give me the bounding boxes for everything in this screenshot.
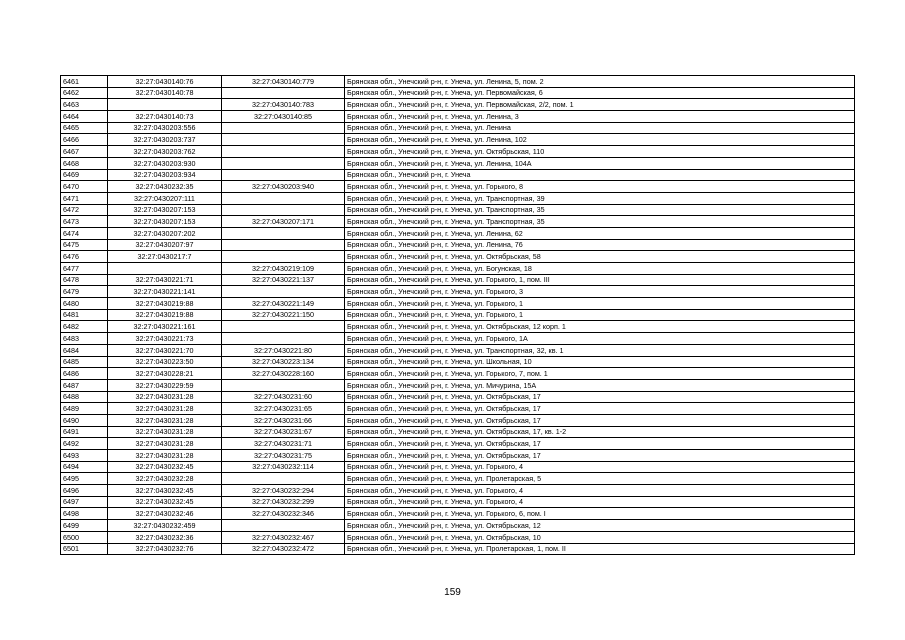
address-cell: Брянская обл., Унечский р-н, г. Унеча, ул. Ленина, 76 [345, 239, 855, 251]
table-row [61, 157, 855, 169]
row-number-cell: 6468 [61, 157, 108, 169]
table-row [61, 414, 855, 426]
address-cell: Брянская обл., Унечский р-н, г. Унеча, ул. Октябрьская, 17, кв. 1-2 [345, 426, 855, 438]
row-number-cell: 6479 [61, 286, 108, 298]
related-cadastral-number-cell: 32:27:0430232:467 [222, 531, 345, 543]
row-number-cell: 6489 [61, 403, 108, 415]
row-number-cell: 6491 [61, 426, 108, 438]
address-cell: Брянская обл., Унечский р-н, г. Унеча, ул. Ленина, 62 [345, 227, 855, 239]
table-row [61, 99, 855, 111]
row-number-cell: 6467 [61, 146, 108, 158]
table-row [61, 263, 855, 275]
related-cadastral-number-cell [222, 333, 345, 345]
row-number-cell: 6490 [61, 414, 108, 426]
cadastral-number-cell: 32:27:0430203:762 [108, 146, 222, 158]
address-cell: Брянская обл., Унечский р-н, г. Унеча, ул. Октябрьская, 12 корп. 1 [345, 321, 855, 333]
related-cadastral-number-cell [222, 286, 345, 298]
table-row [61, 321, 855, 333]
address-cell: Брянская обл., Унечский р-н, г. Унеча, ул. Октябрьская, 12 [345, 520, 855, 532]
cadastral-number-cell: 32:27:0430203:737 [108, 134, 222, 146]
address-cell: Брянская обл., Унечский р-н, г. Унеча, ул. Пролетарская, 5 [345, 473, 855, 485]
related-cadastral-number-cell [222, 321, 345, 333]
related-cadastral-number-cell: 32:27:0430140:779 [222, 76, 345, 88]
related-cadastral-number-cell: 32:27:0430232:346 [222, 508, 345, 520]
row-number-cell: 6462 [61, 87, 108, 99]
table-row [61, 181, 855, 193]
related-cadastral-number-cell: 32:27:0430221:149 [222, 298, 345, 310]
row-number-cell: 6469 [61, 169, 108, 181]
cadastral-number-cell: 32:27:0430232:459 [108, 520, 222, 532]
cadastral-number-cell: 32:27:0430140:73 [108, 111, 222, 123]
table-row [61, 379, 855, 391]
cadastral-number-cell: 32:27:0430207:153 [108, 216, 222, 228]
cadastral-number-cell: 32:27:0430231:28 [108, 414, 222, 426]
cadastral-number-cell: 32:27:0430207:97 [108, 239, 222, 251]
cadastral-number-cell: 32:27:0430203:556 [108, 122, 222, 134]
cadastral-number-cell: 32:27:0430221:161 [108, 321, 222, 333]
address-cell: Брянская обл., Унечский р-н, г. Унеча, ул. Мичурина, 15А [345, 379, 855, 391]
row-number-cell: 6481 [61, 309, 108, 321]
cadastral-number-cell: 32:27:0430231:28 [108, 391, 222, 403]
related-cadastral-number-cell: 32:27:0430228:160 [222, 368, 345, 380]
cadastral-number-cell: 32:27:0430219:88 [108, 309, 222, 321]
table-row [61, 227, 855, 239]
cadastral-number-cell: 32:27:0430140:78 [108, 87, 222, 99]
cadastral-number-cell: 32:27:0430232:28 [108, 473, 222, 485]
row-number-cell: 6475 [61, 239, 108, 251]
cadastral-number-cell: 32:27:0430207:202 [108, 227, 222, 239]
address-cell: Брянская обл., Унечский р-н, г. Унеча, ул. Ленина, 5, пом. 2 [345, 76, 855, 88]
row-number-cell: 6472 [61, 204, 108, 216]
address-cell: Брянская обл., Унечский р-н, г. Унеча, ул. Ленина, 3 [345, 111, 855, 123]
related-cadastral-number-cell [222, 227, 345, 239]
row-number-cell: 6495 [61, 473, 108, 485]
cadastral-number-cell: 32:27:0430229:59 [108, 379, 222, 391]
cadastral-number-cell: 32:27:0430232:36 [108, 531, 222, 543]
table-row [61, 76, 855, 88]
row-number-cell: 6492 [61, 438, 108, 450]
address-cell: Брянская обл., Унечский р-н, г. Унеча, ул. Пролетарская, 1, пом. II [345, 543, 855, 555]
related-cadastral-number-cell [222, 87, 345, 99]
related-cadastral-number-cell [222, 157, 345, 169]
row-number-cell: 6480 [61, 298, 108, 310]
related-cadastral-number-cell: 32:27:0430203:940 [222, 181, 345, 193]
table-row [61, 543, 855, 555]
cadastral-number-cell: 32:27:0430232:45 [108, 496, 222, 508]
related-cadastral-number-cell: 32:27:0430231:71 [222, 438, 345, 450]
row-number-cell: 6501 [61, 543, 108, 555]
related-cadastral-number-cell: 32:27:0430232:294 [222, 485, 345, 497]
row-number-cell: 6473 [61, 216, 108, 228]
table-row [61, 122, 855, 134]
table-row [61, 111, 855, 123]
related-cadastral-number-cell: 32:27:0430231:65 [222, 403, 345, 415]
row-number-cell: 6488 [61, 391, 108, 403]
table-row [61, 274, 855, 286]
row-number-cell: 6487 [61, 379, 108, 391]
row-number-cell: 6471 [61, 192, 108, 204]
related-cadastral-number-cell [222, 473, 345, 485]
address-cell: Брянская обл., Унечский р-н, г. Унеча, ул. Транспортная, 35 [345, 204, 855, 216]
related-cadastral-number-cell [222, 239, 345, 251]
cadastral-number-cell: 32:27:0430231:28 [108, 438, 222, 450]
cadastral-number-cell: 32:27:0430232:45 [108, 461, 222, 473]
cadastral-number-cell: 32:27:0430219:88 [108, 298, 222, 310]
row-number-cell: 6498 [61, 508, 108, 520]
cadastral-number-cell: 32:27:0430203:934 [108, 169, 222, 181]
related-cadastral-number-cell: 32:27:0430232:114 [222, 461, 345, 473]
address-cell: Брянская обл., Унечский р-н, г. Унеча, ул. Октябрьская, 58 [345, 251, 855, 263]
related-cadastral-number-cell [222, 169, 345, 181]
address-cell: Брянская обл., Унечский р-н, г. Унеча, ул. Горького, 8 [345, 181, 855, 193]
table-row [61, 461, 855, 473]
row-number-cell: 6484 [61, 344, 108, 356]
cadastral-number-cell [108, 263, 222, 275]
address-cell: Брянская обл., Унечский р-н, г. Унеча, ул. Ленина, 104А [345, 157, 855, 169]
address-cell: Брянская обл., Унечский р-н, г. Унеча, ул. Октябрьская, 10 [345, 531, 855, 543]
cadastral-number-cell: 32:27:0430207:153 [108, 204, 222, 216]
related-cadastral-number-cell: 32:27:0430140:85 [222, 111, 345, 123]
row-number-cell: 6500 [61, 531, 108, 543]
related-cadastral-number-cell: 32:27:0430232:299 [222, 496, 345, 508]
related-cadastral-number-cell [222, 134, 345, 146]
table-row [61, 438, 855, 450]
address-cell: Брянская обл., Унечский р-н, г. Унеча, ул. Горького, 7, пом. 1 [345, 368, 855, 380]
related-cadastral-number-cell [222, 146, 345, 158]
row-number-cell: 6477 [61, 263, 108, 275]
row-number-cell: 6485 [61, 356, 108, 368]
address-cell: Брянская обл., Унечский р-н, г. Унеча, ул. Первомайская, 6 [345, 87, 855, 99]
related-cadastral-number-cell: 32:27:0430231:60 [222, 391, 345, 403]
cadastral-number-cell: 32:27:0430232:35 [108, 181, 222, 193]
related-cadastral-number-cell: 32:27:0430231:67 [222, 426, 345, 438]
row-number-cell: 6464 [61, 111, 108, 123]
row-number-cell: 6493 [61, 450, 108, 462]
page-number: 159 [444, 587, 461, 598]
table-row [61, 204, 855, 216]
table-row [61, 309, 855, 321]
table-row [61, 403, 855, 415]
table-row [61, 508, 855, 520]
related-cadastral-number-cell [222, 192, 345, 204]
table-row [61, 496, 855, 508]
row-number-cell: 6478 [61, 274, 108, 286]
related-cadastral-number-cell: 32:27:0430221:137 [222, 274, 345, 286]
related-cadastral-number-cell: 32:27:0430221:80 [222, 344, 345, 356]
address-cell: Брянская обл., Унечский р-н, г. Унеча, ул. Горького, 4 [345, 485, 855, 497]
address-cell: Брянская обл., Унечский р-н, г. Унеча, ул. Транспортная, 35 [345, 216, 855, 228]
related-cadastral-number-cell: 32:27:0430221:150 [222, 309, 345, 321]
related-cadastral-number-cell: 32:27:0430232:472 [222, 543, 345, 555]
address-cell: Брянская обл., Унечский р-н, г. Унеча, ул. Октябрьская, 17 [345, 450, 855, 462]
address-cell: Брянская обл., Унечский р-н, г. Унеча, ул. Октябрьская, 17 [345, 391, 855, 403]
cadastral-number-cell: 32:27:0430221:141 [108, 286, 222, 298]
address-cell: Брянская обл., Унечский р-н, г. Унеча, ул. Октябрьская, 17 [345, 438, 855, 450]
address-cell: Брянская обл., Унечский р-н, г. Унеча, ул. Горького, 1А [345, 333, 855, 345]
table-row [61, 134, 855, 146]
table-row [61, 251, 855, 263]
table-row [61, 426, 855, 438]
row-number-cell: 6482 [61, 321, 108, 333]
cadastral-number-cell: 32:27:0430231:28 [108, 450, 222, 462]
address-cell: Брянская обл., Унечский р-н, г. Унеча, ул. Горького, 6, пом. I [345, 508, 855, 520]
related-cadastral-number-cell: 32:27:0430223:134 [222, 356, 345, 368]
table-row [61, 344, 855, 356]
table-row [61, 216, 855, 228]
cadastral-number-cell: 32:27:0430217:7 [108, 251, 222, 263]
related-cadastral-number-cell: 32:27:0430231:75 [222, 450, 345, 462]
row-number-cell: 6476 [61, 251, 108, 263]
address-cell: Брянская обл., Унечский р-н, г. Унеча, ул. Транспортная, 32, кв. 1 [345, 344, 855, 356]
related-cadastral-number-cell: 32:27:0430231:66 [222, 414, 345, 426]
row-number-cell: 6494 [61, 461, 108, 473]
cadastral-number-cell: 32:27:0430221:71 [108, 274, 222, 286]
row-number-cell: 6463 [61, 99, 108, 111]
table-row [61, 391, 855, 403]
row-number-cell: 6465 [61, 122, 108, 134]
cadastral-number-cell: 32:27:0430207:111 [108, 192, 222, 204]
address-cell: Брянская обл., Унечский р-н, г. Унеча, ул. Первомайская, 2/2, пом. 1 [345, 99, 855, 111]
table-row [61, 298, 855, 310]
table-row [61, 169, 855, 181]
table-row [61, 485, 855, 497]
table-row [61, 87, 855, 99]
related-cadastral-number-cell: 32:27:0430219:109 [222, 263, 345, 275]
address-cell: Брянская обл., Унечский р-н, г. Унеча, ул. Ленина [345, 122, 855, 134]
cadastral-number-cell: 32:27:0430232:46 [108, 508, 222, 520]
related-cadastral-number-cell [222, 204, 345, 216]
table-row [61, 450, 855, 462]
related-cadastral-number-cell [222, 379, 345, 391]
address-cell: Брянская обл., Унечский р-н, г. Унеча, ул. Горького, 1 [345, 309, 855, 321]
cadastral-number-cell: 32:27:0430223:50 [108, 356, 222, 368]
row-number-cell: 6483 [61, 333, 108, 345]
address-cell: Брянская обл., Унечский р-н, г. Унеча, ул. Горького, 4 [345, 496, 855, 508]
table-row [61, 146, 855, 158]
registry-table [60, 75, 855, 555]
table-row [61, 356, 855, 368]
cadastral-number-cell: 32:27:0430221:70 [108, 344, 222, 356]
address-cell: Брянская обл., Унечский р-н, г. Унеча, ул. Октябрьская, 17 [345, 414, 855, 426]
address-cell: Брянская обл., Унечский р-н, г. Унеча, ул. Богунская, 18 [345, 263, 855, 275]
row-number-cell: 6497 [61, 496, 108, 508]
address-cell: Брянская обл., Унечский р-н, г. Унеча [345, 169, 855, 181]
table-row [61, 473, 855, 485]
cadastral-number-cell: 32:27:0430221:73 [108, 333, 222, 345]
table-row [61, 531, 855, 543]
address-cell: Брянская обл., Унечский р-н, г. Унеча, ул. Школьная, 10 [345, 356, 855, 368]
table-row [61, 333, 855, 345]
address-cell: Брянская обл., Унечский р-н, г. Унеча, ул. Горького, 4 [345, 461, 855, 473]
cadastral-number-cell: 32:27:0430231:28 [108, 426, 222, 438]
cadastral-number-cell: 32:27:0430232:76 [108, 543, 222, 555]
table-row [61, 520, 855, 532]
address-cell: Брянская обл., Унечский р-н, г. Унеча, ул. Октябрьская, 110 [345, 146, 855, 158]
row-number-cell: 6470 [61, 181, 108, 193]
cadastral-number-cell: 32:27:0430203:930 [108, 157, 222, 169]
table-row [61, 239, 855, 251]
registry-table-body [61, 76, 855, 555]
row-number-cell: 6461 [61, 76, 108, 88]
table-row [61, 192, 855, 204]
address-cell: Брянская обл., Унечский р-н, г. Унеча, ул. Ленина, 102 [345, 134, 855, 146]
cadastral-number-cell: 32:27:0430231:28 [108, 403, 222, 415]
address-cell: Брянская обл., Унечский р-н, г. Унеча, ул. Горького, 1, пом. III [345, 274, 855, 286]
address-cell: Брянская обл., Унечский р-н, г. Унеча, ул. Горького, 1 [345, 298, 855, 310]
cadastral-number-cell [108, 99, 222, 111]
related-cadastral-number-cell [222, 251, 345, 263]
address-cell: Брянская обл., Унечский р-н, г. Унеча, ул. Октябрьская, 17 [345, 403, 855, 415]
address-cell: Брянская обл., Унечский р-н, г. Унеча, ул. Транспортная, 39 [345, 192, 855, 204]
table-row [61, 286, 855, 298]
row-number-cell: 6466 [61, 134, 108, 146]
related-cadastral-number-cell [222, 520, 345, 532]
address-cell: Брянская обл., Унечский р-н, г. Унеча, ул. Горького, 3 [345, 286, 855, 298]
row-number-cell: 6496 [61, 485, 108, 497]
row-number-cell: 6499 [61, 520, 108, 532]
table-row [61, 368, 855, 380]
row-number-cell: 6474 [61, 227, 108, 239]
cadastral-number-cell: 32:27:0430228:21 [108, 368, 222, 380]
row-number-cell: 6486 [61, 368, 108, 380]
cadastral-number-cell: 32:27:0430232:45 [108, 485, 222, 497]
related-cadastral-number-cell [222, 122, 345, 134]
related-cadastral-number-cell: 32:27:0430207:171 [222, 216, 345, 228]
cadastral-number-cell: 32:27:0430140:76 [108, 76, 222, 88]
related-cadastral-number-cell: 32:27:0430140:783 [222, 99, 345, 111]
